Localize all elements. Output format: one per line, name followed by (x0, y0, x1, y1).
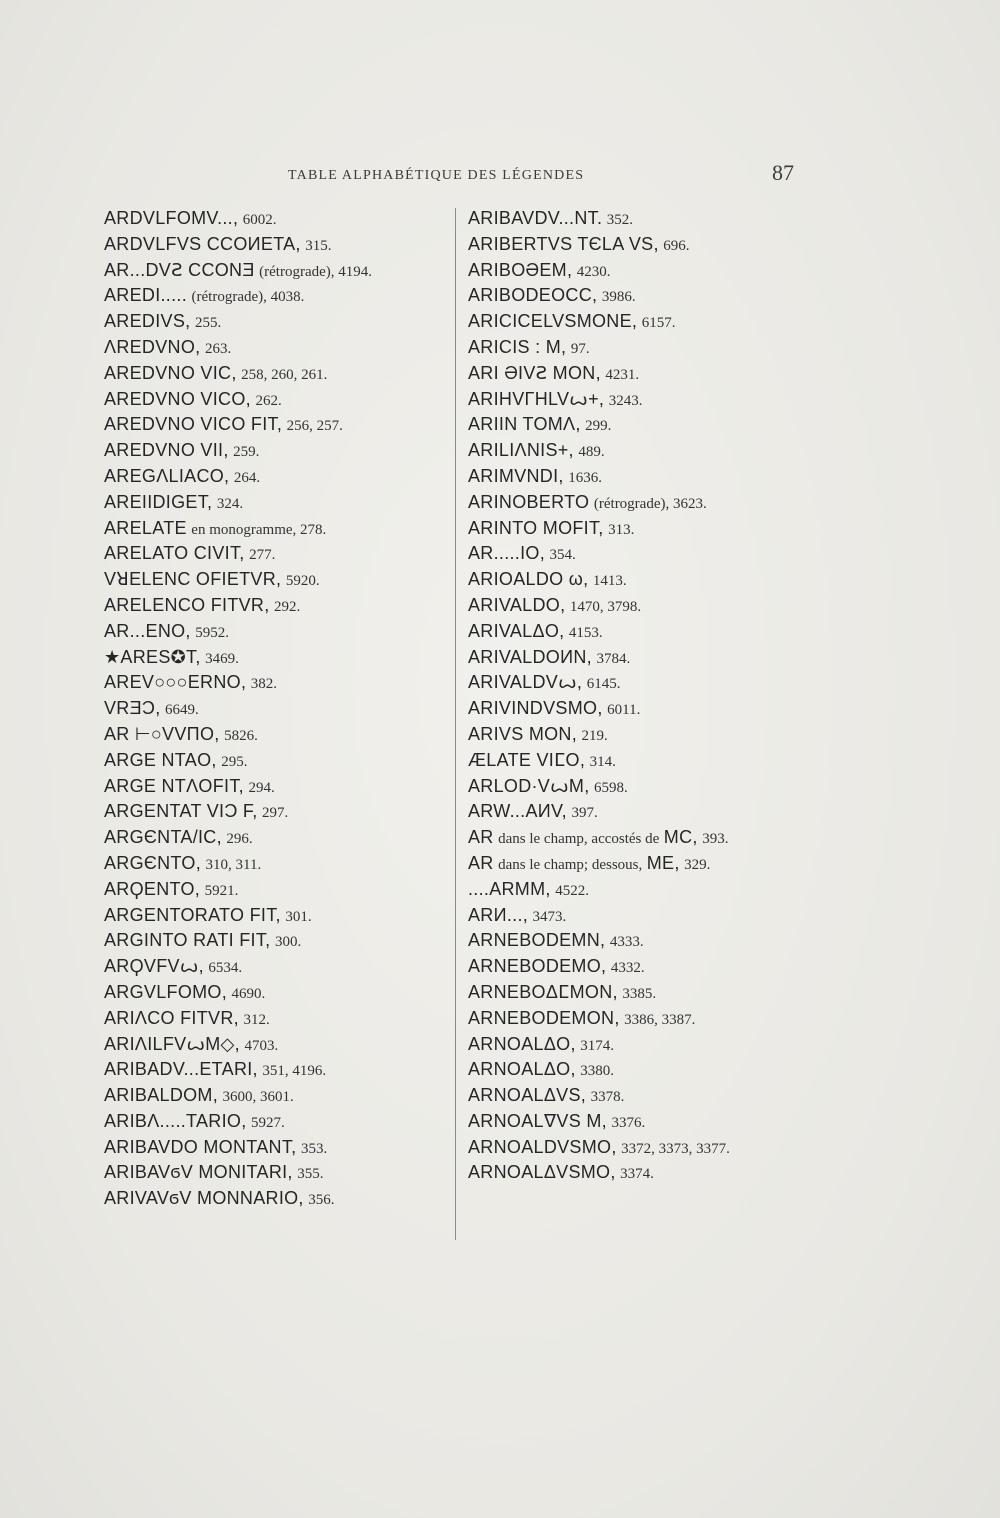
entry-legend: ARϘENTO, (104, 878, 201, 899)
entry-legend: ARIVINDVSMO, (468, 698, 603, 719)
index-entry (468, 825, 828, 851)
entry-references: (rétrograde), 4038. (191, 289, 305, 306)
entry-references: 4333. (609, 934, 644, 951)
entry-legend: ARIVALΔO, (468, 620, 565, 641)
entry-references: 1470, 3798. (569, 598, 642, 615)
column-divider (455, 208, 456, 1240)
entry-references: 355. (297, 1166, 324, 1183)
entry-legend: ARELENCO FITVR, (104, 594, 270, 615)
entry-legend: ARELATO CIVIT, (104, 543, 245, 564)
index-entry (104, 1083, 444, 1109)
entry-legend: ARNOALΔVSMO, (468, 1162, 616, 1183)
index-entry (104, 825, 444, 851)
entry-legend: ARIVALDO, (468, 594, 566, 615)
entry-references: 354. (549, 547, 576, 564)
entry-legend: ÆLATE VIⵎO, (468, 749, 586, 770)
entry-references: 6649. (165, 702, 199, 719)
entry-references: 3372, 3373, 3377. (621, 1140, 730, 1157)
entry-references: 397. (571, 805, 598, 822)
entry-references: en monogramme, 278. (191, 521, 327, 538)
entry-references: 256, 257. (286, 418, 343, 435)
index-entry (104, 954, 444, 980)
entry-legend: ARIBAVDO MONTANT, (104, 1136, 297, 1157)
entry-references: 6157. (641, 315, 676, 332)
entry-references: 292. (274, 598, 301, 615)
entry-references: 310, 311. (205, 856, 262, 873)
index-entry (468, 593, 828, 619)
entry-legend: ARGVLFOMO, (104, 981, 228, 1002)
index-entry (468, 928, 828, 954)
entry-references: 3174. (580, 1037, 614, 1054)
entry-references: 4522. (555, 882, 589, 899)
entry-references: 6002. (242, 212, 277, 228)
index-entry (104, 670, 444, 696)
index-entry (468, 1160, 828, 1186)
entry-legend: AREV○○○ERNO, (104, 672, 247, 693)
index-entry (104, 1160, 444, 1186)
entry-legend: ARIBOƏEM, (468, 259, 573, 280)
index-entry (468, 335, 828, 361)
entry-legend: ARϘVFVꙍ, (104, 956, 204, 977)
entry-legend: ARIIN TOMΛ, (468, 414, 581, 435)
index-entry (104, 464, 444, 490)
entry-legend: ARW...AИV, (468, 801, 567, 822)
index-entry (468, 774, 828, 800)
index-entry (104, 516, 444, 542)
entry-references: 4231. (605, 366, 640, 383)
index-entry (104, 361, 444, 387)
entry-references: 489. (578, 444, 605, 461)
index-entry (468, 567, 828, 593)
index-entry (468, 283, 828, 309)
entry-legend: ARNOALDVSMO, (468, 1136, 617, 1157)
entry-legend: ARLOD·VꙍM, (468, 775, 590, 796)
entry-legend: ....ARMM, (468, 878, 551, 899)
entry-legend: AREDVNO VICO, (104, 388, 251, 409)
index-entry (104, 980, 444, 1006)
index-entry (468, 361, 828, 387)
entry-legend: ARGINTO RATI FIT, (104, 930, 271, 951)
entry-references: 3469. (205, 650, 239, 667)
index-entry (468, 1109, 828, 1135)
index-entry (104, 567, 444, 593)
entry-legend: VꓤELENC OFIETVR, (104, 569, 282, 590)
index-entry (104, 438, 444, 464)
index-entry (468, 516, 828, 542)
index-entry (104, 593, 444, 619)
entry-references: 3386, 3387. (624, 1011, 696, 1028)
entry-references: 6534. (208, 960, 243, 977)
entry-references: 5927. (251, 1114, 285, 1131)
index-entry (468, 232, 828, 258)
entry-references: 5921. (204, 882, 239, 899)
entry-legend: ARGENTAT VIƆ F, (104, 801, 258, 822)
entry-legend: ARNEBODEMO, (468, 956, 607, 977)
entry-legend: ARNOALᐁVS M, (468, 1110, 607, 1131)
entry-references: 258, 260, 261. (241, 366, 328, 383)
index-entry (468, 490, 828, 516)
index-entry (468, 799, 828, 825)
entry-legend: ARI ƏIVꙄ MON, (468, 362, 601, 383)
entry-references: 3376. (611, 1114, 646, 1131)
index-entry (468, 438, 828, 464)
entry-legend: ARIVS MON, (468, 723, 578, 744)
entry-legend: ARIOALDO ω, (468, 569, 589, 590)
index-entry (468, 619, 828, 645)
entry-legend: ARIBADV...ETARI, (104, 1059, 258, 1080)
entry-legend: ARGE NTAO, (104, 749, 217, 770)
entry-references: 1413. (592, 573, 627, 590)
index-entry (468, 464, 828, 490)
entry-legend: AREDIVS, (104, 311, 191, 332)
entry-references: 5920. (285, 573, 320, 590)
entry-legend: ARIΛILFVꙍM◇, (104, 1033, 240, 1054)
entry-references: 352. (606, 212, 633, 228)
index-entry (468, 748, 828, 774)
entry-references: 351, 4196. (262, 1063, 327, 1080)
entry-references: 3243. (608, 392, 643, 409)
entry-references: 5826. (224, 727, 258, 744)
index-entry (468, 541, 828, 567)
entry-legend: AR.....IO, (468, 543, 546, 564)
entry-references: 6011. (607, 702, 641, 719)
index-entry (468, 696, 828, 722)
entry-legend: ARИ..., (468, 904, 529, 925)
entry-legend: ARIVAVϭV MONNARIO, (104, 1188, 304, 1209)
entry-legend: AREGΛLIACO, (104, 465, 230, 486)
index-entry (468, 670, 828, 696)
entry-legend: ARNEBODEMN, (468, 930, 606, 951)
entry-legend: ARGE NTΛOFIT, (104, 775, 244, 796)
index-entry (104, 232, 444, 258)
entry-references: 356. (308, 1192, 335, 1209)
entry-legend: ARGЄNTO, (104, 852, 202, 873)
entry-legend: ARELATE (104, 517, 187, 538)
index-entry (104, 851, 444, 877)
entry-references: 324. (216, 495, 244, 512)
entry-references: 6145. (586, 676, 621, 693)
entry-references: (rétrograde), 4194. (259, 263, 373, 280)
entry-references-secondary: 329. (684, 856, 711, 873)
index-entry (468, 387, 828, 413)
index-entry (104, 722, 444, 748)
entry-references: 382. (250, 676, 277, 693)
entry-legend: VRƎƆ, (104, 698, 161, 719)
index-entry (468, 722, 828, 748)
entry-references: 312. (243, 1011, 270, 1028)
entry-references: 4703. (244, 1037, 279, 1054)
entry-legend: ARINTO MOFIT, (468, 517, 604, 538)
index-entry (468, 206, 828, 232)
index-entry (104, 1006, 444, 1032)
entry-legend: ARIVALDVꙍ, (468, 672, 583, 693)
entry-references: 259. (233, 444, 260, 461)
index-entry (104, 490, 444, 516)
entry-references: 314. (589, 753, 616, 770)
entry-references: 297. (262, 805, 289, 822)
index-entry (104, 774, 444, 800)
entry-references: dans le champ, accostés de (498, 831, 660, 848)
entry-legend: AR...DVꙄ ϹϹONƎ (104, 259, 255, 280)
entry-references: 300. (274, 934, 302, 951)
entry-references: 262. (255, 392, 282, 409)
entry-references: 299. (585, 418, 612, 435)
entry-legend: ARNEBOΔⵎMON, (468, 981, 618, 1002)
entry-references: 315. (305, 237, 332, 254)
entry-references: 263. (204, 340, 232, 357)
entry-references: 353. (300, 1140, 328, 1157)
index-entry (468, 1083, 828, 1109)
index-entry (468, 309, 828, 335)
entry-legend: AREDVNO VICO FIT, (104, 414, 283, 435)
entry-references: 301. (285, 908, 312, 925)
entry-references: 4153. (568, 624, 603, 641)
entry-legend: ARGЄNTA/IC, (104, 827, 222, 848)
running-head: TABLE ALPHABÉTIQUE DES LÉGENDES (288, 168, 585, 183)
index-entry (104, 928, 444, 954)
entry-legend: ARGENTORATO FIT, (104, 904, 281, 925)
index-entry (104, 877, 444, 903)
entry-legend: ARICICELVSMONE, (468, 311, 638, 332)
entry-legend: ARIBODEOϹϹ, (468, 285, 598, 306)
index-entry (468, 1006, 828, 1032)
entry-legend: ARIMVNDI, (468, 465, 564, 486)
entry-references: 313. (608, 521, 635, 538)
entry-references: 4230. (576, 263, 611, 280)
index-entry (468, 877, 828, 903)
index-entry (104, 1135, 444, 1161)
entry-references: 3380. (580, 1063, 614, 1080)
index-entry (468, 980, 828, 1006)
entry-references: 97. (570, 340, 590, 357)
index-entry (104, 619, 444, 645)
entry-legend: AREDVNO VII, (104, 440, 229, 461)
entry-legend: AR ⊢○VVΠO, (104, 723, 220, 744)
index-entry (104, 541, 444, 567)
entry-legend: ★ARES✪T, (104, 646, 201, 667)
entry-references: 219. (581, 727, 608, 744)
index-column-left (104, 206, 444, 1212)
entry-legend: AREDI..... (104, 285, 188, 306)
entry-references-secondary: 393. (702, 831, 729, 848)
entry-legend: ARNOALΔO, (468, 1059, 576, 1080)
entry-references: 3784. (596, 650, 631, 667)
index-entry (468, 903, 828, 929)
entry-references: 696. (663, 237, 690, 254)
index-entry (104, 1109, 444, 1135)
entry-references: 255. (194, 315, 222, 332)
entry-legend: ARINOBERTO (468, 491, 590, 512)
index-entry (468, 1057, 828, 1083)
index-entry (104, 335, 444, 361)
entry-legend: AREDVNO VIC, (104, 362, 237, 383)
entry-legend: ARIBAVDV...NT. (468, 208, 603, 228)
entry-legend: AR...ENO, (104, 620, 191, 641)
index-entry (104, 206, 444, 232)
entry-references: 3473. (532, 908, 567, 925)
entry-legend: ΛREDVNO, (104, 336, 201, 357)
index-entry (104, 903, 444, 929)
index-entry (104, 645, 444, 671)
index-entry (468, 1135, 828, 1161)
page-number: 87 (772, 160, 794, 185)
entry-references: 264. (233, 469, 261, 486)
entry-references: 5952. (195, 624, 229, 641)
entry-legend: ARIVALDOИN, (468, 646, 592, 667)
index-entry (468, 258, 828, 284)
index-entry (468, 1032, 828, 1058)
entry-legend: ARNEBODEMON, (468, 1007, 620, 1028)
index-entry (468, 645, 828, 671)
index-entry (104, 258, 444, 284)
entry-legend: ARIHVΓHLVꙍ+, (468, 388, 605, 409)
index-entry (104, 1057, 444, 1083)
entry-references: dans le champ; dessous, (498, 856, 643, 873)
entry-references: 3374. (620, 1166, 654, 1183)
entry-legend: ARDVLFVS ϹϹOИETA, (104, 233, 301, 254)
entry-references: 3378. (590, 1089, 625, 1106)
index-entry (104, 309, 444, 335)
entry-references: 295. (221, 753, 248, 770)
entry-references: (rétrograde), 3623. (593, 495, 707, 512)
entry-legend: ARNOALΔVS, (468, 1085, 587, 1106)
index-entry (104, 1186, 444, 1212)
entry-legend: ARIΛCO FITVR, (104, 1007, 239, 1028)
entry-references: 3385. (622, 985, 657, 1002)
index-entry (468, 851, 828, 877)
index-entry (104, 748, 444, 774)
index-entry (104, 1032, 444, 1058)
entry-legend: ARILIΛNIS+, (468, 440, 574, 461)
entry-references: 4332. (610, 960, 645, 977)
entry-references: 296. (226, 831, 253, 848)
entry-legend: ARNOALΔO, (468, 1033, 576, 1054)
entry-legend-secondary: ME, (646, 852, 680, 873)
entry-legend: ARICIS : M, (468, 336, 567, 357)
entry-legend: AR (468, 852, 494, 873)
entry-references: 4690. (231, 985, 266, 1002)
index-entry (104, 412, 444, 438)
index-column-right (468, 206, 828, 1186)
index-entry (104, 387, 444, 413)
index-entry (468, 412, 828, 438)
entry-legend: ARIBERTVS TЄLA VS, (468, 233, 659, 254)
entry-references: 3986. (601, 289, 636, 306)
entry-references: 6598. (594, 779, 628, 796)
entry-legend: ARIBAVϭV MONITARI, (104, 1162, 293, 1183)
entry-references: 1636. (568, 469, 602, 486)
entry-references: 294. (248, 779, 275, 796)
entry-legend: AR (468, 827, 494, 848)
entry-legend: ARDVLFOMV..., (104, 208, 239, 228)
entry-legend: ARIBALDOM, (104, 1085, 219, 1106)
entry-legend: AREIIDIGET, (104, 491, 213, 512)
entry-legend-secondary: MC, (663, 827, 698, 848)
entry-legend: ARIBΛ.....TARIO, (104, 1110, 247, 1131)
entry-references: 3600, 3601. (222, 1089, 294, 1106)
index-entry (104, 799, 444, 825)
index-entry (104, 696, 444, 722)
entry-references: 277. (249, 547, 276, 564)
index-entry (468, 954, 828, 980)
index-entry (104, 283, 444, 309)
